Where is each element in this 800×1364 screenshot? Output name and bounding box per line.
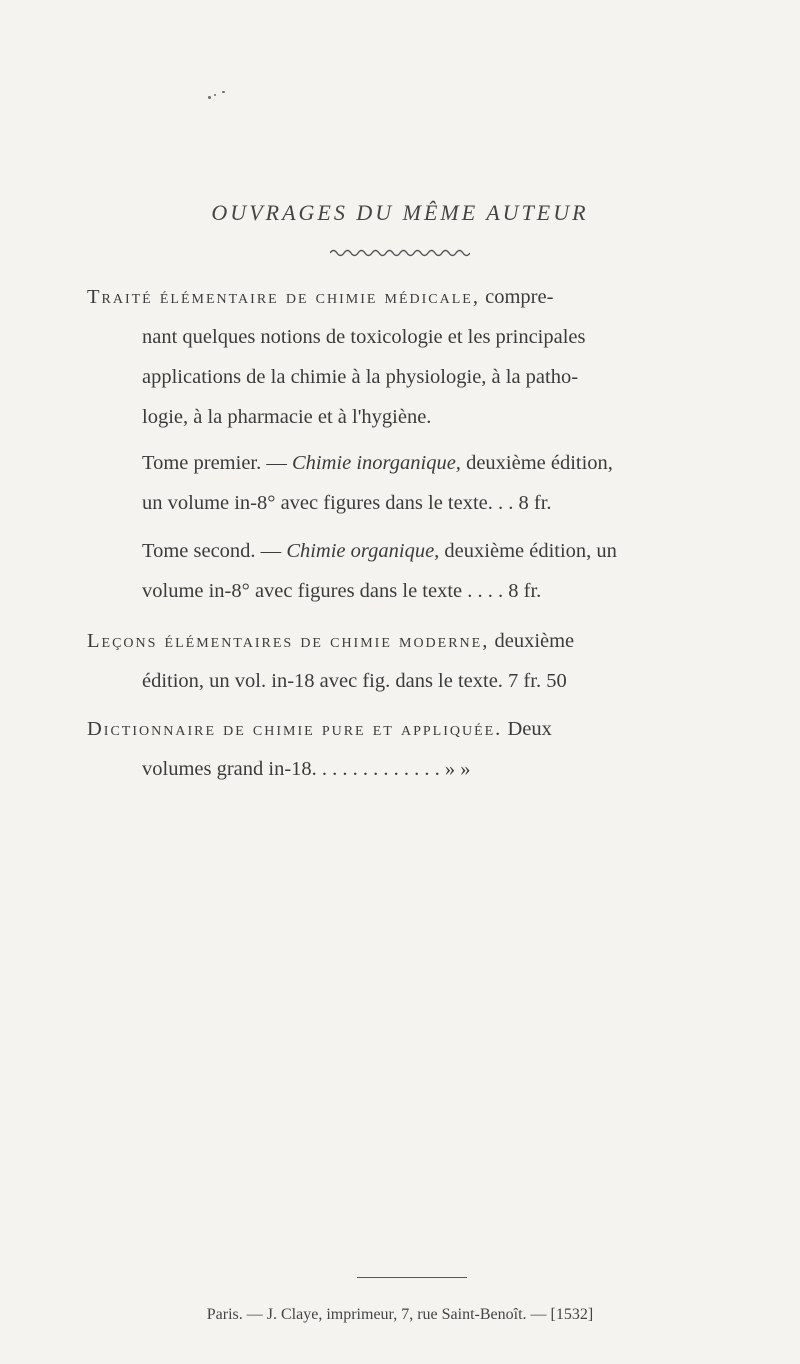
entry-text: Tome second. — [142,540,287,562]
entry-line [87,277,553,317]
page-heading: OUVRAGES DU MÊME AUTEUR [211,200,589,225]
footer-rule [357,1277,467,1278]
ink-speck [208,96,211,99]
ink-speck [222,91,225,93]
entry-line: un volume in-8° avec figures dans le texte. . . 8 fr. [142,492,552,514]
entry-text: compre- [485,286,554,308]
imprint-footer: Paris. — J. Claye, imprimeur, 7, rue Saint-Benoît. — [1532] [206,1306,594,1323]
entry-italic: Chimie organique, [286,540,440,562]
entry-line [87,621,574,661]
entry-title: Dictionnaire de chimie pure et appliquée. [87,718,503,740]
entry-text: Deux [502,718,552,740]
entry-text: deuxième édition, un [439,540,617,562]
entry-line: édition, un vol. in-18 avec fig. dans le texte. 7 fr. 50 [142,670,567,692]
entry-line [87,709,552,749]
entry-line: volume in-8° avec figures dans le texte . . . . 8 fr. [142,580,542,602]
entry-line [142,531,617,571]
entry-line: applications de la chimie à la physiologie, à la patho- [142,366,579,388]
entry-line: logie, à la pharmacie et à l'hygiène. [142,406,432,428]
entry-text: deuxième [489,630,575,652]
entry-text: Tome premier. — [142,452,292,474]
ink-speck [214,94,216,96]
entry-line [142,443,613,483]
entry-line: volumes grand in-18. . . . . . . . . . . . . » » [142,758,471,780]
entry-line: nant quelques notions de toxicologie et les principales [142,326,586,348]
entry-text: deuxième édition, [460,452,613,474]
entry-title: Traité élémentaire de chimie médicale, [87,286,480,308]
entry-title: Leçons élémentaires de chimie moderne, [87,630,490,652]
wavy-rule-ornament [330,246,470,260]
entry-italic: Chimie inorganique, [292,452,461,474]
